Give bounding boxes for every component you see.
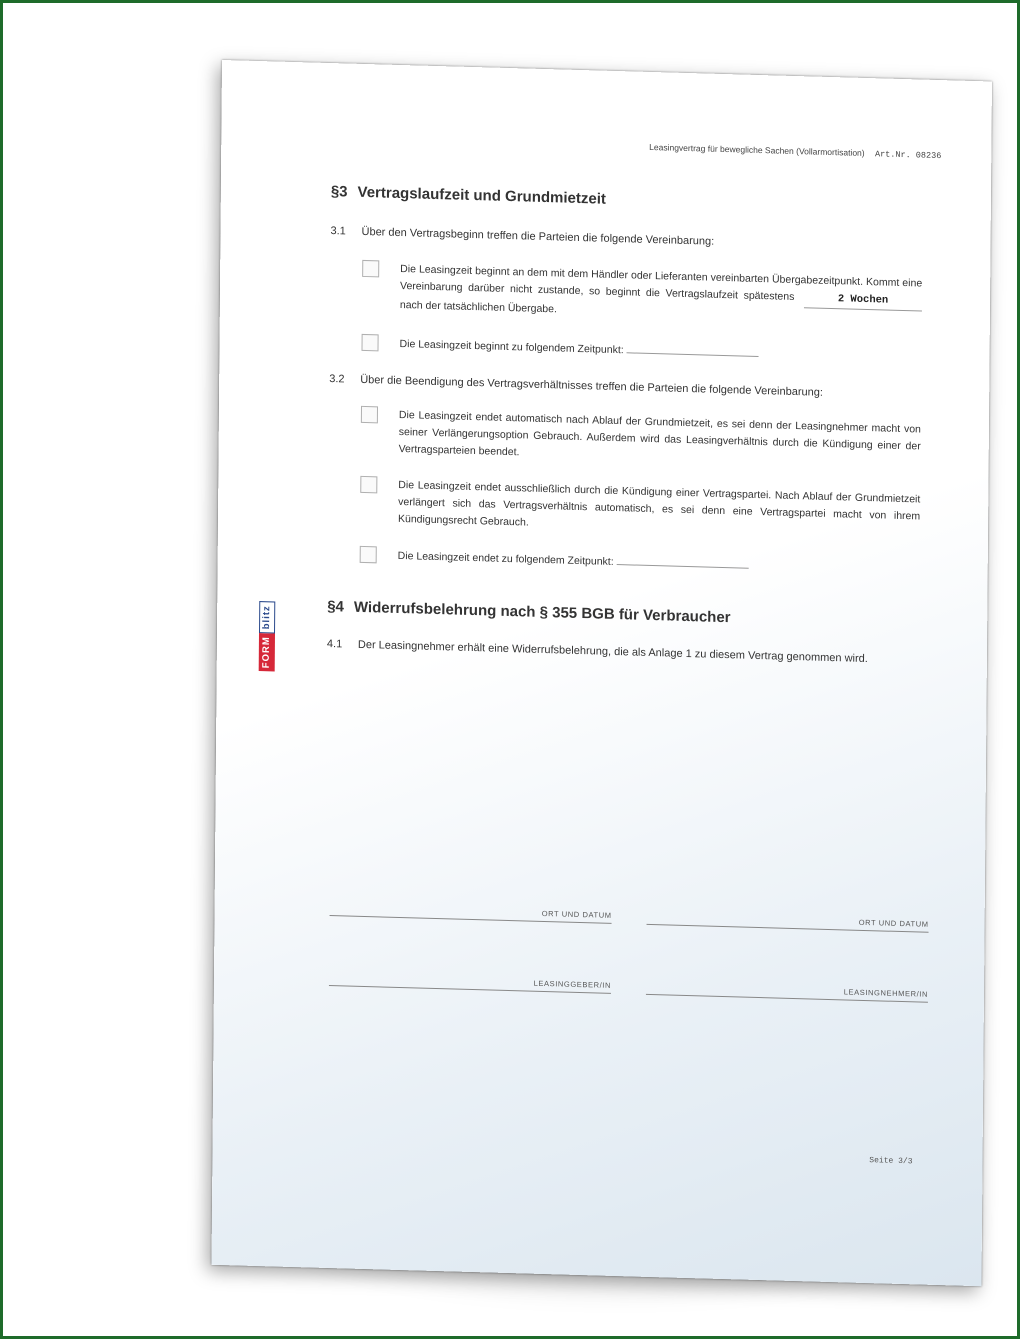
signature-place-date-right[interactable] [647,912,929,933]
option-3-2-b-text: Die Leasingzeit endet ausschließlich durch die Kündigung einer Vertragspartei. Nach Ablauf der Grundmietzeit verlängert sich das Vertragsverhältnis automatisch, es sei denn eine Vertragspartei macht von ihrem Kündigungsrecht Gebrauch. [397,478,921,529]
signature-place-date-right-label: ORT UND DATUM [858,917,929,929]
option-3-1-b [361,334,921,368]
signature-lessor-label: LEASINGGEBER/IN [533,978,612,990]
section-4-number: §4 [327,597,345,616]
checkbox-3-1-a[interactable] [362,260,379,277]
page-number: Seite 3/3 [869,1156,913,1167]
section-3-number: §3 [330,183,348,201]
signature-place-date-left-label: ORT UND DATUM [541,908,612,920]
logo-blitz-text: blitz [259,601,275,633]
paragraph-3-2 [329,373,823,399]
checkbox-3-2-a[interactable] [361,406,378,423]
signature-lessee[interactable] [646,982,928,1003]
section-4-title: Widerrufsbelehrung nach § 355 BGB für Verbraucher [353,598,731,627]
document-header [649,142,941,161]
paragraph-3-1 [330,225,714,248]
option-3-2-a [361,406,921,473]
paragraph-4-1 [327,638,868,665]
start-period-field[interactable]: 2 Wochen [804,290,922,311]
paragraph-3-1-text: Über den Vertragsbeginn treffen die Parteien die folgende Vereinbarung: [361,225,715,248]
paragraph-3-2-number: 3.2 [329,373,345,386]
signature-lessee-label: LEASINGNEHMER/IN [843,987,929,999]
logo-form-text: FORM [259,633,275,671]
checkbox-3-1-b[interactable] [361,334,378,351]
option-3-2-a-text: Die Leasingzeit endet automatisch nach Ablauf der Grundmietzeit, es sei denn der Leasingnehmer macht von seiner Verlängerungsoption Gebrauch. Außerdem wird das Leasingverhältnis durch die Kündigung einer der Vertragsparteien beendet. [398,408,921,459]
article-number: Art.Nr. 08236 [874,149,942,162]
section-3-heading [331,183,606,208]
signature-lessor[interactable] [329,973,611,994]
option-3-1-a [362,260,922,329]
option-3-2-b [360,476,920,543]
checkbox-3-2-b[interactable] [360,476,377,493]
paragraph-4-1-number: 4.1 [326,637,343,651]
option-3-1-a-text: Die Leasingzeit beginnt an dem mit dem Händler oder Lieferanten vereinbarten Übergabezeitpunkt. Kommt eine Vereinbarung darüber nicht zustande, so beginnt die Vertragslaufzeit spätestens [400,262,923,303]
paragraph-3-1-number: 3.1 [330,225,346,238]
document-title: Leasingvertrag für bewegliche Sachen (Vollarmortisation) [649,141,865,158]
signature-place-date-left[interactable] [330,903,612,924]
paragraph-4-1-text: Der Leasingnehmer erhält eine Widerrufsbelehrung, die als Anlage 1 zu diesem Vertrag genommen wird. [357,638,868,666]
checkbox-3-2-c[interactable] [360,546,377,563]
option-3-1-b-text: Die Leasingzeit beginnt zu folgendem Zeitpunkt: [399,337,624,357]
section-3-title: Vertragslaufzeit und Grundmietzeit [357,183,607,208]
end-date-field[interactable] [617,553,749,569]
section-4-heading [327,598,730,626]
start-date-field[interactable] [627,341,759,357]
document-page [211,60,991,1286]
option-3-2-c-text: Die Leasingzeit endet zu folgendem Zeitpunkt: [397,549,614,568]
option-3-2-c [360,546,920,580]
option-3-1-a-suffix: nach der tatsächlichen Übergabe. [399,298,557,316]
paragraph-3-2-text: Über die Beendigung des Vertragsverhältnisses treffen die Parteien die folgende Vereinbarung: [360,373,824,399]
